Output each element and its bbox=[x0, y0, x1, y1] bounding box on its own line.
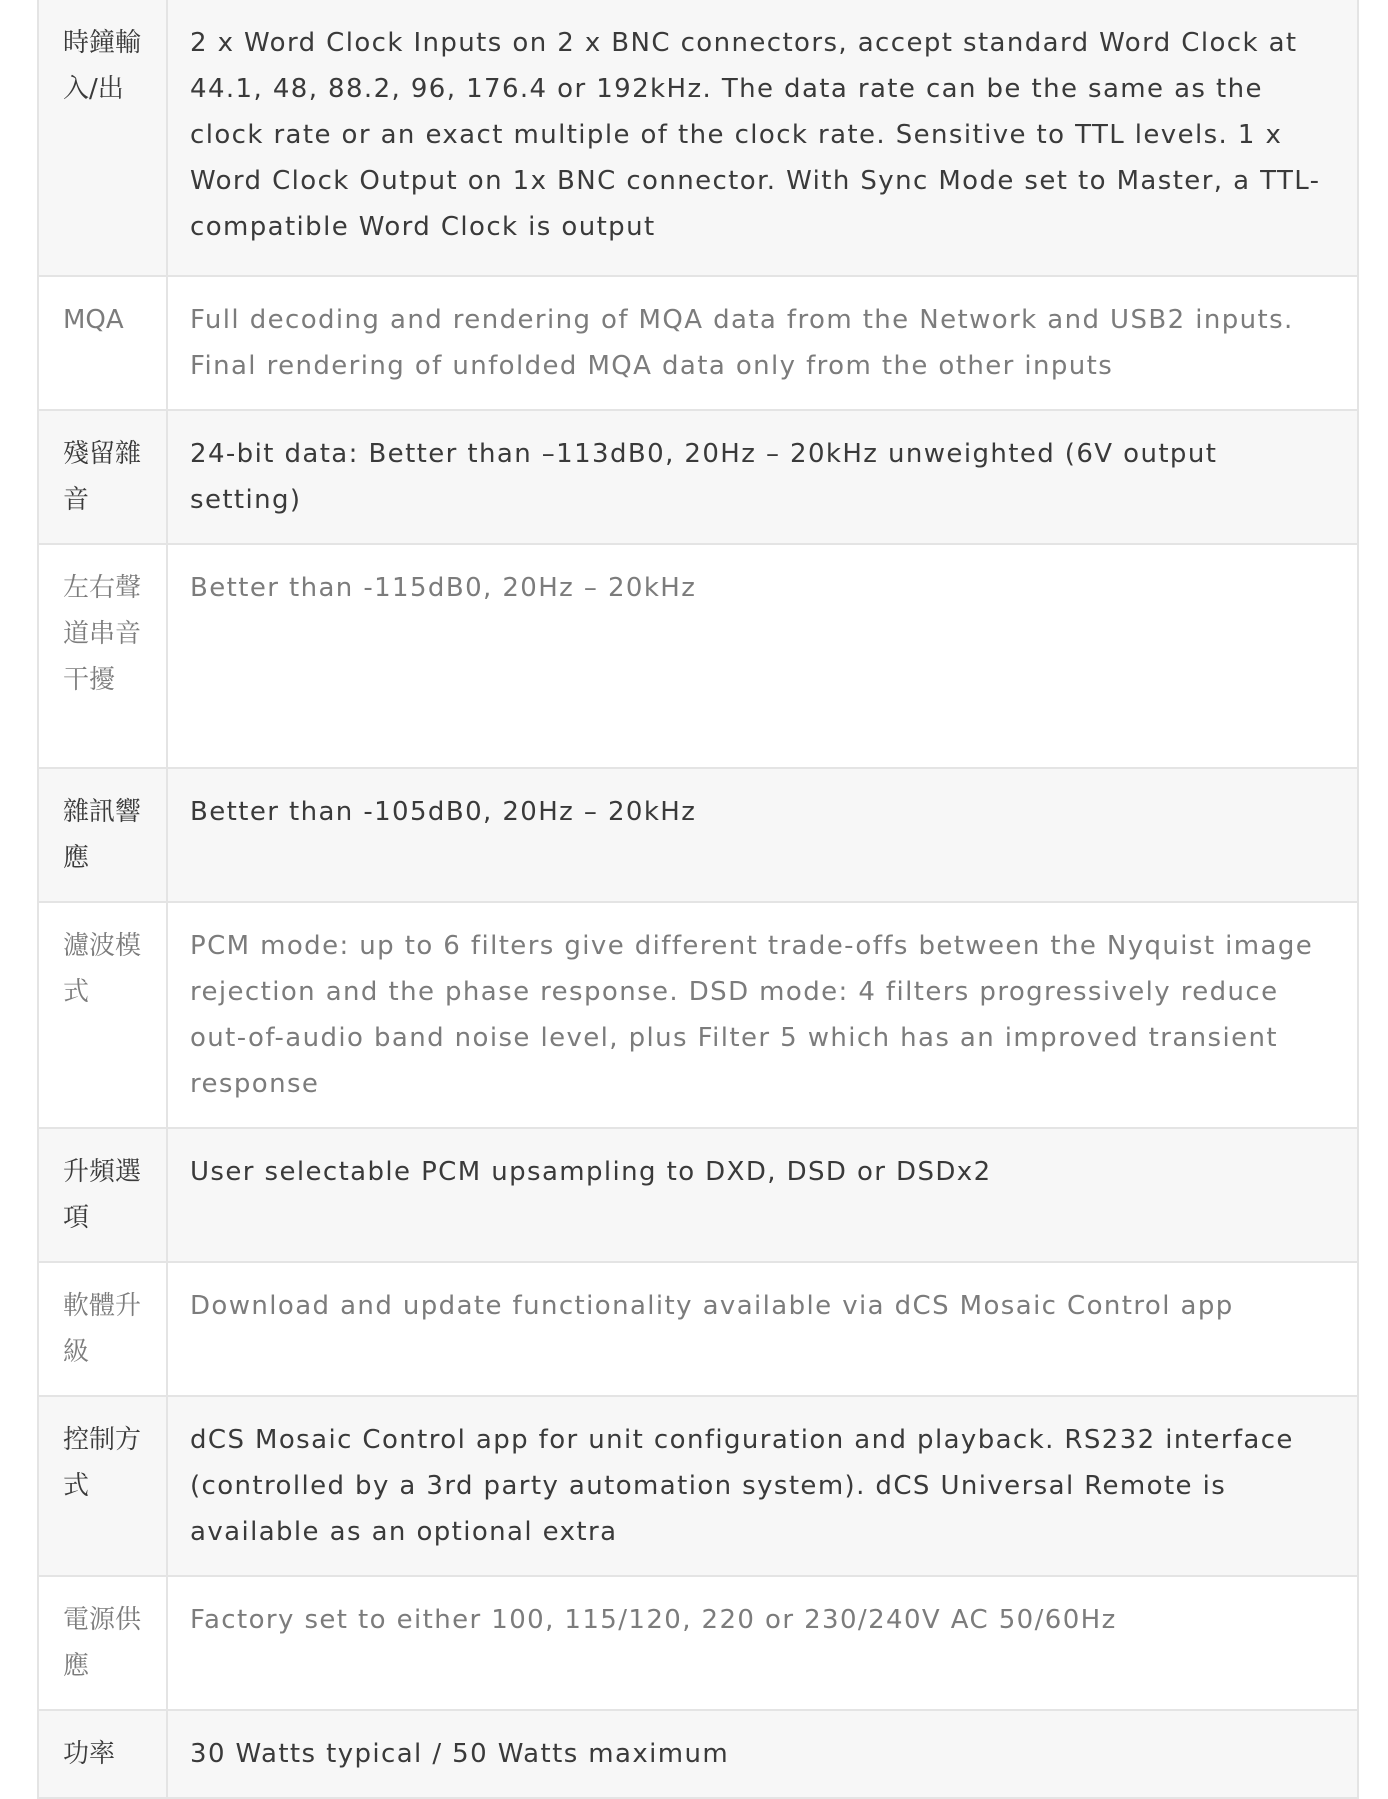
spec-label bbox=[38, 1128, 167, 1262]
spec-label bbox=[38, 1262, 167, 1396]
spec-label bbox=[38, 1396, 167, 1576]
spec-label bbox=[38, 0, 167, 276]
specifications-table bbox=[37, 0, 1359, 1799]
spec-value: Download and update functionality available via dCS Mosaic Control app bbox=[167, 1262, 1358, 1396]
spec-label-text: 電源供應 bbox=[63, 1605, 142, 1681]
spec-row-noise-response bbox=[38, 768, 1358, 902]
spec-label bbox=[38, 1710, 167, 1798]
spec-label-text: 殘留雜音 bbox=[63, 439, 142, 515]
spec-row-crosstalk bbox=[38, 544, 1358, 768]
spec-label-text: 控制方式 bbox=[63, 1425, 142, 1501]
spec-row-upsampling bbox=[38, 1128, 1358, 1262]
spec-label bbox=[38, 544, 167, 768]
spec-label-text: 濾波模式 bbox=[63, 931, 142, 1007]
spec-row-power-consumption bbox=[38, 1710, 1358, 1798]
spec-label-text: MQA bbox=[63, 305, 124, 335]
spec-label bbox=[38, 902, 167, 1128]
spec-label-text: 升頻選項 bbox=[63, 1157, 142, 1233]
spec-row-control bbox=[38, 1396, 1358, 1576]
spec-value: PCM mode: up to 6 filters give different trade-offs between the Nyquist image rejection and the phase response. DSD mode: 4 filters progressively reduce out-of-audio band noise level, plus Filter 5 which has an improved transient response bbox=[167, 902, 1358, 1128]
spec-row-word-clock bbox=[38, 0, 1358, 276]
spec-row-mqa bbox=[38, 276, 1358, 410]
spec-row-residual-noise bbox=[38, 410, 1358, 544]
spec-label-text: 軟體升級 bbox=[63, 1291, 142, 1367]
spec-label-text: 雜訊響應 bbox=[63, 797, 142, 873]
spec-value: Better than -105dB0, 20Hz – 20kHz bbox=[167, 768, 1358, 902]
spec-label bbox=[38, 410, 167, 544]
spec-value: 2 x Word Clock Inputs on 2 x BNC connectors, accept standard Word Clock at 44.1, 48, 88.2, 96, 176.4 or 192kHz. The data rate can be the same as the clock rate or an exact multiple of the clock rate. Sensitive to TTL levels. 1 x Word Clock Output on 1x BNC connector. With Sync Mode set to Master, a TTL-compatible Word Clock is output bbox=[167, 0, 1358, 276]
spec-label-text: 功率 bbox=[63, 1739, 116, 1769]
spec-value: 30 Watts typical / 50 Watts maximum bbox=[167, 1710, 1358, 1798]
spec-value: Factory set to either 100, 115/120, 220 or 230/240V AC 50/60Hz bbox=[167, 1576, 1358, 1710]
spec-row-filter-mode bbox=[38, 902, 1358, 1128]
spec-label bbox=[38, 276, 167, 410]
spec-label-text: 時鐘輸入/出 bbox=[63, 28, 142, 104]
spec-label bbox=[38, 1576, 167, 1710]
spec-label bbox=[38, 768, 167, 902]
spec-row-power-supply bbox=[38, 1576, 1358, 1710]
spec-label-text: 左右聲道串音干擾 bbox=[63, 573, 142, 695]
spec-value: Better than -115dB0, 20Hz – 20kHz bbox=[167, 544, 1358, 768]
spec-row-software-update bbox=[38, 1262, 1358, 1396]
spec-value: 24-bit data: Better than –113dB0, 20Hz – 20kHz unweighted (6V output setting) bbox=[167, 410, 1358, 544]
spec-value: dCS Mosaic Control app for unit configuration and playback. RS232 interface (controlled by a 3rd party automation system). dCS Universal Remote is available as an optional extra bbox=[167, 1396, 1358, 1576]
spec-value: User selectable PCM upsampling to DXD, DSD or DSDx2 bbox=[167, 1128, 1358, 1262]
spec-value: Full decoding and rendering of MQA data from the Network and USB2 inputs. Final rendering of unfolded MQA data only from the other inputs bbox=[167, 276, 1358, 410]
